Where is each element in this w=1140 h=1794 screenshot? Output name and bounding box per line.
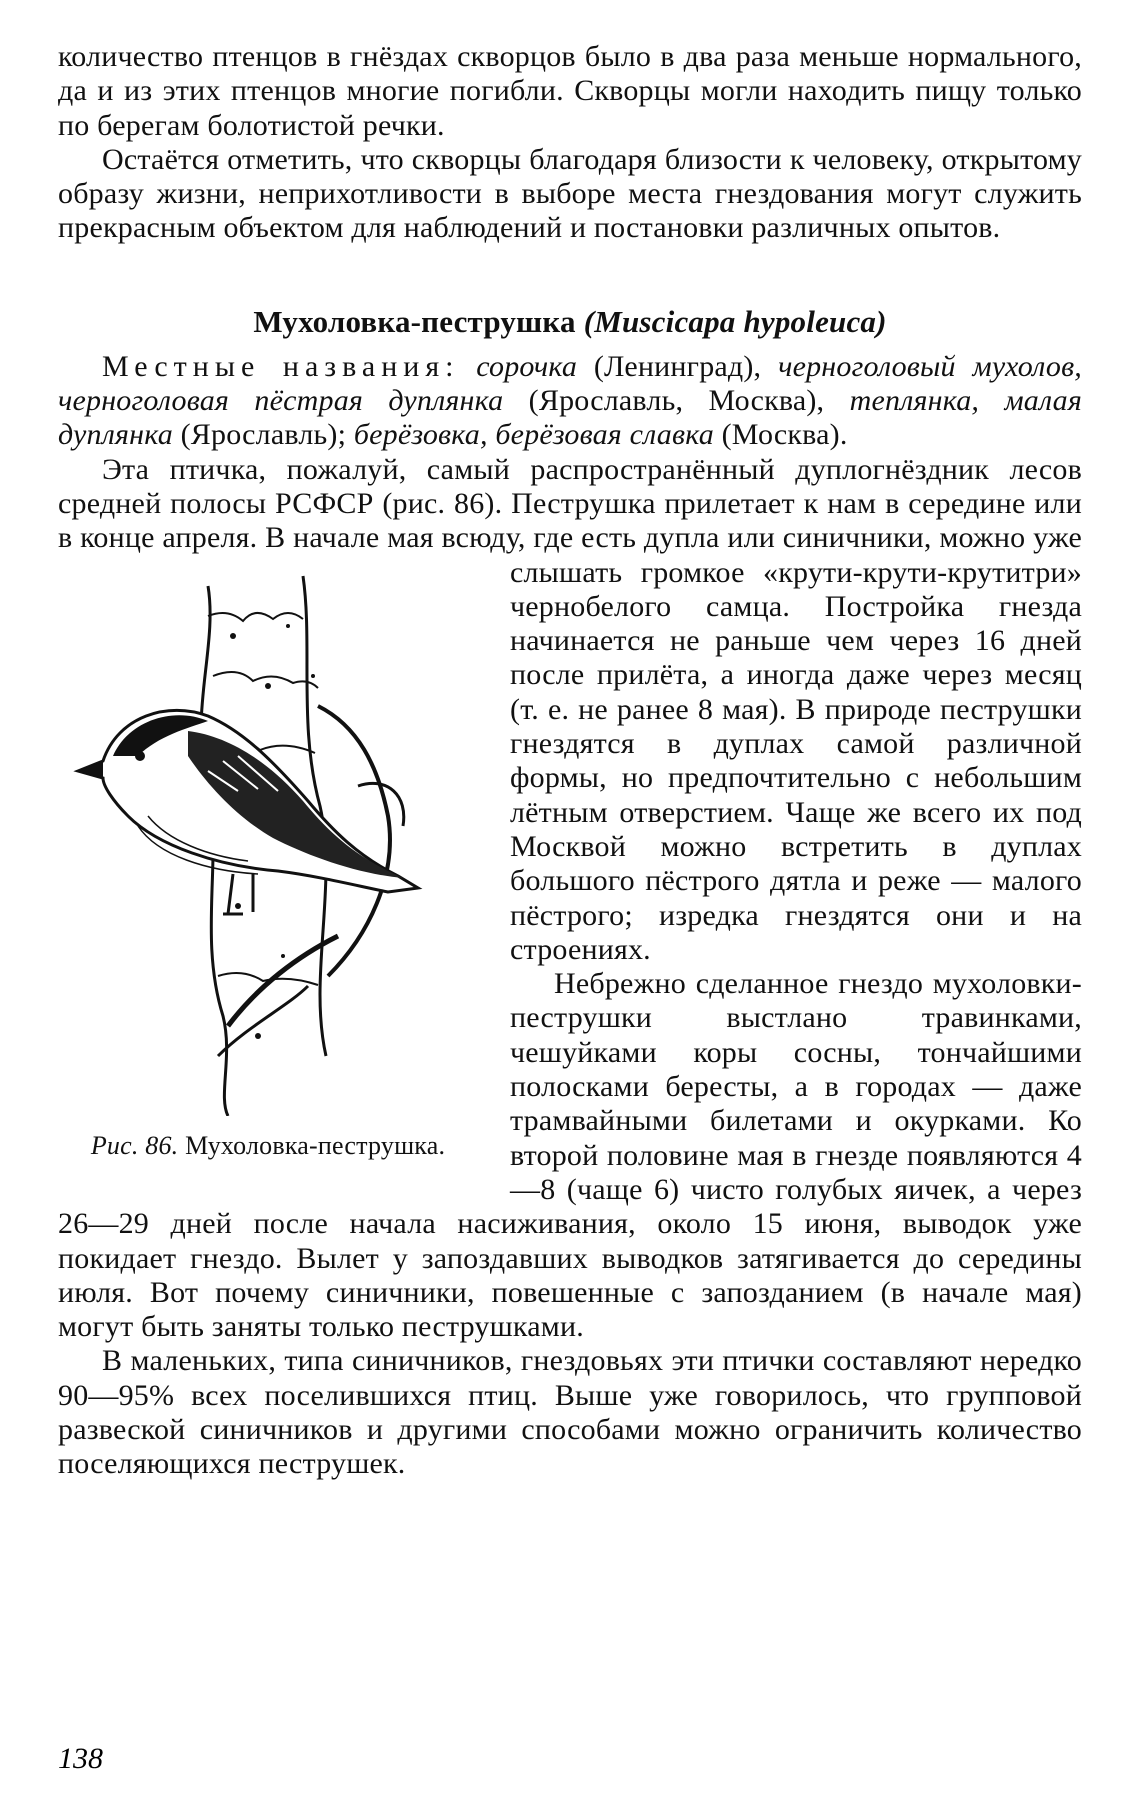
paragraph-5: В маленьких, типа синичников, гнездовьях эти птички составляют нередко 90—95% всех поселившихся птиц. Выше уже говорилось, что групповой развеской синичников и другими способами можно ограничить количество поселяющихся пеструшек. <box>58 1344 1082 1481</box>
figure-86 <box>58 556 486 1180</box>
flycatcher-illustration <box>58 556 486 1116</box>
figure-caption-label: Рис. 86. <box>90 1130 179 1160</box>
paragraph-3-head: Эта птичка, пожалуй, самый распространённый дуплогнёздник лесов средней полосы РСФСР (рис. 86). Пеструшка прилетает к нам в середине или в конце апреля. В начале мая всюду, где есть дупла <box>58 452 1082 555</box>
local-name-segment: черноголовый мухолов, черноголовая пёстрая дуплянка <box>58 349 1082 418</box>
page-body <box>58 40 1082 1482</box>
section-heading <box>58 294 1082 350</box>
figure-caption <box>58 1132 478 1160</box>
figure-caption-text: Мухоловка-пеструшка. <box>185 1130 446 1160</box>
local-names-paragraph <box>58 350 1082 453</box>
local-name-segment: (Ярославль); <box>172 418 354 452</box>
local-names-label: Местные названия: <box>102 349 460 383</box>
paragraph-4: Небрежно сделанное гнездо мухоловки-пеструшки выстлано травинками, чешуйками коры сосны, тончайшими полосками бересты, а в городах — даже трамвайными билетами и окурками. Ко второй половине мая в гнезде появляются 4—8 (чаще 6) чисто голубых яичек, а через 26—29 дней после начала насиживания, около 15 июня, выводок уже покидает гнездо. Вылет у запоздавших выводков затягивается до середины июля. Вот почему синичники, повешенные с запозданием (в начале мая) могут быть заняты только пеструшками. <box>58 967 1082 1344</box>
paragraph-1: количество птенцов в гнёздах скворцов было в два раза меньше нормального, да и из этих птенцов многие погибли. Скворцы могли находить пищу только по берегам болотистой речки. <box>58 40 1082 142</box>
local-name-segment: (Москва). <box>713 418 848 452</box>
heading-latin: (Muscicapa hypoleuca) <box>583 303 887 339</box>
page-number: 138 <box>58 1742 103 1775</box>
paragraph-2: Остаётся отметить, что скворцы благодаря близости к человеку, открытому образу жизни, неприхотливости в выборе места гнездования могут служить прекрасным объектом для наблюдений и постановки различных опытов. <box>58 142 1082 245</box>
paragraph-3-tail: или синичники, можно уже слышать громкое «крути-крути-крутитри» чернобелого самца. Постройка гнезда начинается не раньше чем через 16 дней после прилёта, а иногда даже через месяц (т. е. не ранее 8 мая). В природе пеструшки гнездятся в дуплах самой различной формы, но предпочтительно с небольшим лётным отверстием. Чаще же всего их под Москвой можно встретить в дуплах большого пёстрого дятла и реже — малого пёстрого; изредка гнездятся они и на строениях. <box>510 521 1082 966</box>
heading-russian: Мухоловка-пеструшка <box>253 303 576 339</box>
local-name-segment: теплянка, малая дуплянка <box>58 384 1082 452</box>
local-name-segment: (Ленинград), <box>577 349 779 383</box>
local-name-segment: берёзовка, берёзовая славка <box>353 418 714 452</box>
local-name-segment: сорочка <box>476 349 578 383</box>
local-name-segment: (Ярославль, Москва), <box>503 384 850 418</box>
